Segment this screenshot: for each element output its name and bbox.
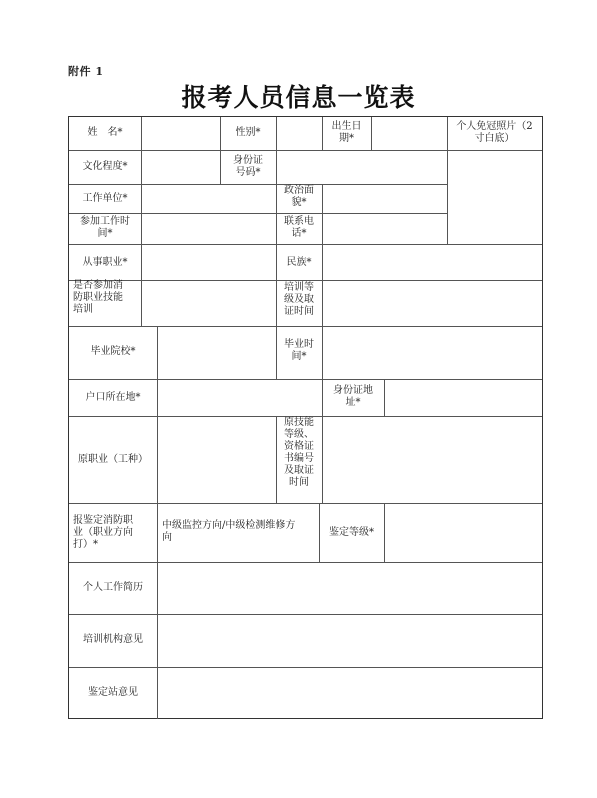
appraisal-level-field[interactable] [385,504,542,561]
form-title: 报考人员信息一览表 [181,83,416,112]
label-work-start: 参加工作时 间* [80,216,130,239]
name-field[interactable] [142,118,219,149]
label-occupation: 从事职业* [82,257,128,268]
label-cert-info: 原技能 等级、 资格证 书编号 及取证 时间 [284,417,314,488]
label-name: 姓 名* [87,127,123,138]
resume-field[interactable] [158,563,542,613]
label-id-address: 身份证地 址* [333,385,373,408]
label-gender: 性别* [235,127,261,138]
label-appraisal-job: 报鉴定消防职 业（职业方向 打）* [73,515,133,550]
political-status-field[interactable] [323,185,446,212]
education-field[interactable] [142,151,219,183]
fire-training-field[interactable] [142,281,275,325]
id-address-field[interactable] [385,380,542,415]
station-opinion-field[interactable] [158,668,542,718]
school-field[interactable] [158,327,275,378]
employer-field[interactable] [142,185,275,212]
label-resume: 个人工作简历 [83,582,143,593]
training-level-field[interactable] [323,281,542,325]
ethnicity-field[interactable] [323,245,542,279]
label-station-opinion: 鉴定站意见 [88,687,138,698]
attachment-label: 附件 1 [68,65,104,78]
photo-area[interactable] [448,151,542,243]
label-original-job: 原职业（工种） [78,454,148,465]
col-line [157,503,158,562]
phone-field[interactable] [323,214,446,243]
label-appraisal-level: 鉴定等级* [329,527,374,538]
work-start-field[interactable] [142,214,275,243]
occupation-field[interactable] [142,245,275,279]
label-photo: 个人免冠照片（2 寸白底） [456,121,533,144]
training-opinion-field[interactable] [158,615,542,666]
gender-field[interactable] [277,118,321,149]
hukou-field[interactable] [158,380,321,415]
original-job-field[interactable] [158,417,275,502]
label-training-level: 培训等 级及取 证时间 [284,282,314,317]
label-hukou: 户口所在地* [85,392,141,403]
label-birth-date: 出生日 期* [331,121,362,144]
id-number-field[interactable] [277,151,446,183]
label-school: 毕业院校* [90,346,136,357]
label-education: 文化程度* [82,161,128,172]
cert-info-field[interactable] [323,417,542,502]
label-id-number: 身份证 号码* [233,155,263,178]
info-form-table [68,116,543,719]
label-training-opinion: 培训机构意见 [83,634,143,645]
label-fire-training: 是否参加消 防职业技能 培训 [73,280,123,315]
birth-date-field[interactable] [372,118,446,149]
label-phone: 联系电 话* [284,216,314,239]
label-ethnicity: 民族* [286,257,312,268]
label-employer: 工作单位* [82,193,128,204]
label-graduation-time: 毕业时 间* [284,339,314,362]
graduation-time-field[interactable] [323,327,542,378]
label-political-status: 政治面 貌* [284,185,314,208]
value-direction: 中级监控方向/中级检测维修方 向 [162,520,296,543]
